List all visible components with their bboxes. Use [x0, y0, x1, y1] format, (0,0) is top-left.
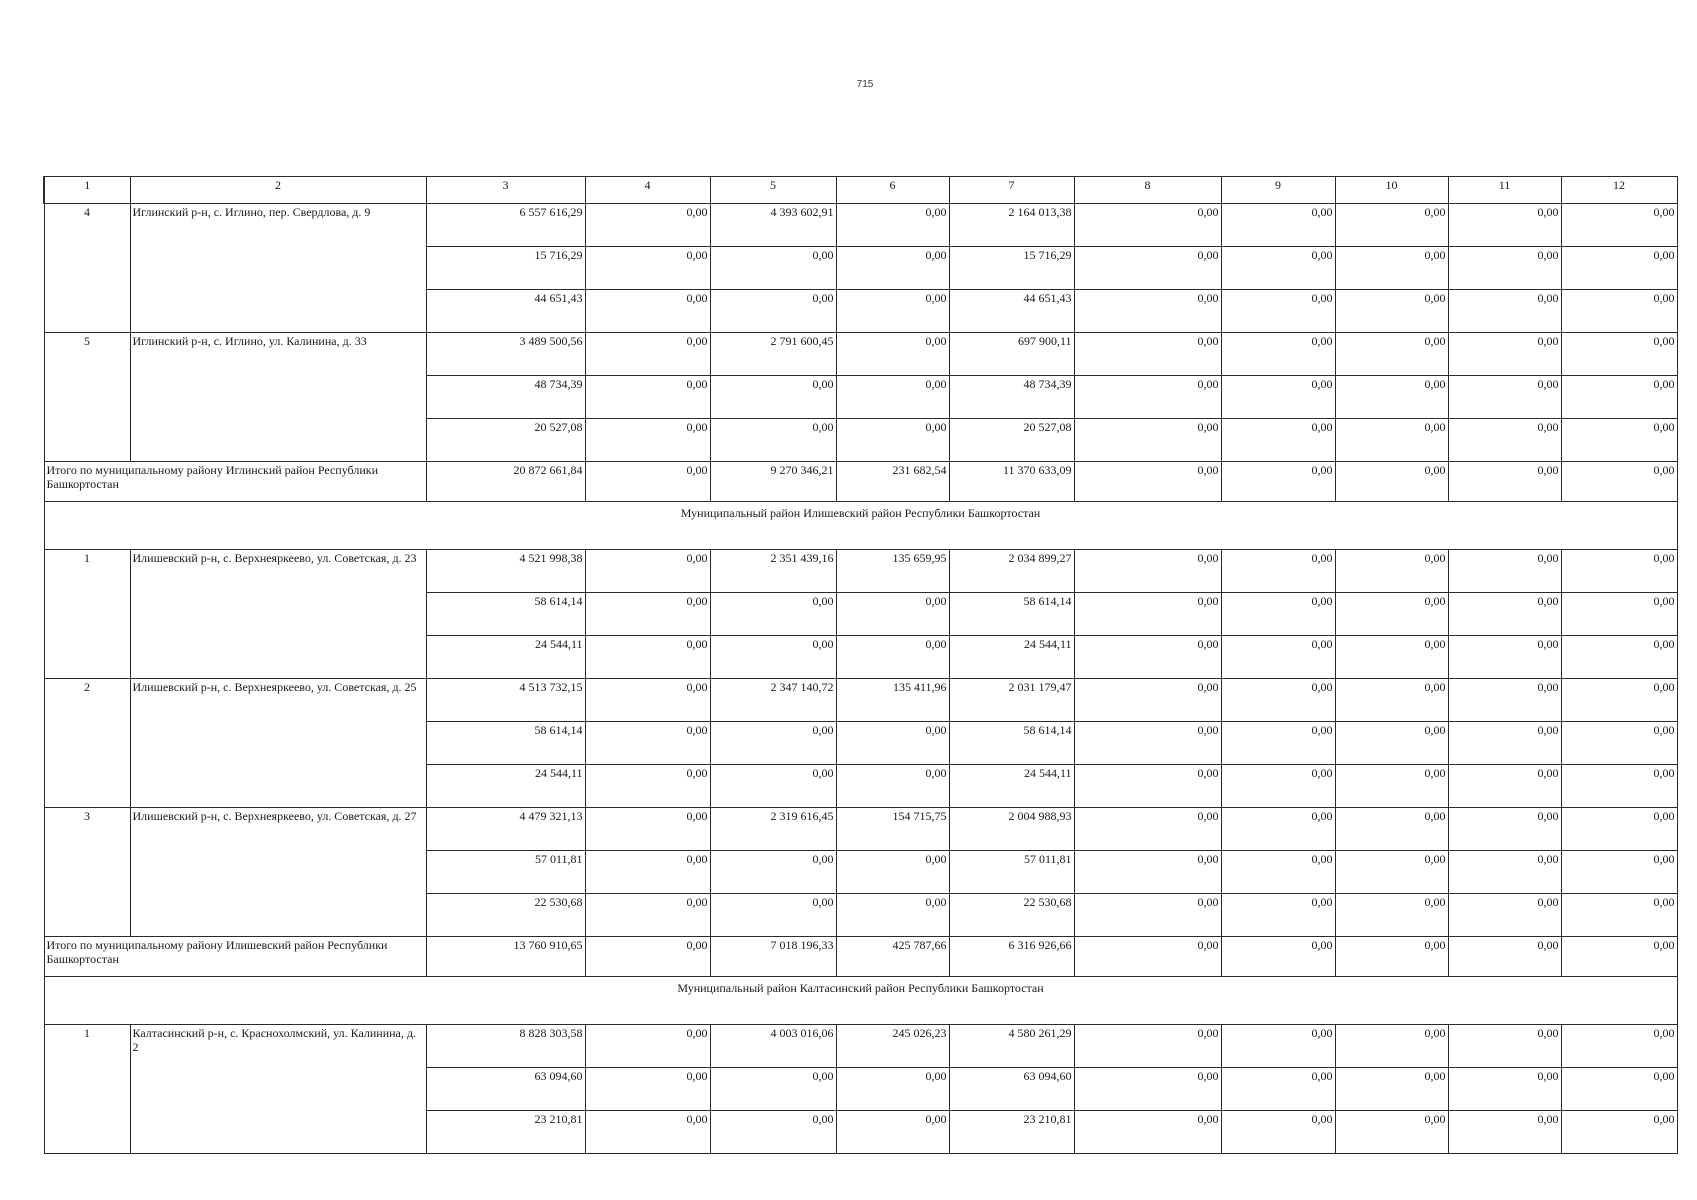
value-cell: 0,00 [1448, 593, 1561, 636]
value-cell: 0,00 [1221, 1068, 1335, 1111]
total-label: Итого по муниципальному району Иглинский район Республики Башкортостан [44, 462, 426, 502]
value-cell: 135 659,95 [836, 550, 949, 593]
column-header: 5 [710, 177, 836, 204]
district-header-row [44, 977, 1677, 1025]
value-cell: 0,00 [1074, 765, 1221, 808]
column-header: 1 [44, 177, 130, 204]
value-cell: 24 544,11 [949, 636, 1074, 679]
value-cell: 0,00 [585, 550, 710, 593]
value-cell: 0,00 [1335, 204, 1448, 247]
value-cell: 0,00 [1448, 679, 1561, 722]
object-address: Калтасинский р-н, с. Краснохолмский, ул. Калинина, д. 2 [130, 1025, 426, 1154]
value-cell: 0,00 [1561, 851, 1677, 894]
value-cell: 6 557 616,29 [426, 204, 585, 247]
value-cell: 0,00 [1074, 1111, 1221, 1154]
total-value-cell: 9 270 346,21 [710, 462, 836, 502]
value-cell: 0,00 [1074, 851, 1221, 894]
total-value-cell: 11 370 633,09 [949, 462, 1074, 502]
value-cell: 2 791 600,45 [710, 333, 836, 376]
report-table [43, 176, 1678, 1154]
value-cell: 0,00 [1335, 722, 1448, 765]
value-cell: 135 411,96 [836, 679, 949, 722]
value-cell: 0,00 [1335, 765, 1448, 808]
value-cell: 48 734,39 [426, 376, 585, 419]
value-cell: 0,00 [710, 419, 836, 462]
value-cell: 0,00 [1221, 376, 1335, 419]
total-value-cell: 0,00 [1074, 462, 1221, 502]
value-cell: 15 716,29 [949, 247, 1074, 290]
value-cell: 0,00 [1561, 333, 1677, 376]
total-value-cell: 0,00 [1561, 937, 1677, 977]
value-cell: 0,00 [1561, 290, 1677, 333]
value-cell: 0,00 [1448, 808, 1561, 851]
district-title: Муниципальный район Калтасинский район Республики Башкортостан [44, 977, 1677, 1025]
total-value-cell: 6 316 926,66 [949, 937, 1074, 977]
value-cell: 0,00 [1335, 679, 1448, 722]
value-cell: 0,00 [585, 722, 710, 765]
total-value-cell: 0,00 [1221, 937, 1335, 977]
value-cell: 63 094,60 [949, 1068, 1074, 1111]
total-value-cell: 0,00 [1448, 937, 1561, 977]
value-cell: 0,00 [710, 636, 836, 679]
total-value-cell: 0,00 [1448, 462, 1561, 502]
table-row [44, 550, 1677, 593]
value-cell: 0,00 [1074, 376, 1221, 419]
value-cell: 0,00 [1074, 1025, 1221, 1068]
value-cell: 0,00 [836, 419, 949, 462]
value-cell: 4 580 261,29 [949, 1025, 1074, 1068]
value-cell: 0,00 [585, 894, 710, 937]
value-cell: 58 614,14 [426, 593, 585, 636]
value-cell: 0,00 [1074, 679, 1221, 722]
value-cell: 57 011,81 [426, 851, 585, 894]
page-number: 715 [856, 79, 874, 90]
value-cell: 0,00 [1561, 593, 1677, 636]
value-cell: 0,00 [1074, 247, 1221, 290]
value-cell: 0,00 [1074, 636, 1221, 679]
value-cell: 4 479 321,13 [426, 808, 585, 851]
value-cell: 0,00 [1074, 550, 1221, 593]
column-header: 10 [1335, 177, 1448, 204]
total-value-cell: 7 018 196,33 [710, 937, 836, 977]
value-cell: 0,00 [585, 765, 710, 808]
value-cell: 0,00 [1448, 376, 1561, 419]
value-cell: 0,00 [1074, 1068, 1221, 1111]
value-cell: 0,00 [1335, 376, 1448, 419]
value-cell: 0,00 [1221, 765, 1335, 808]
column-header: 12 [1561, 177, 1677, 204]
value-cell: 0,00 [1221, 247, 1335, 290]
value-cell: 0,00 [1221, 636, 1335, 679]
value-cell: 0,00 [836, 247, 949, 290]
column-header: 11 [1448, 177, 1561, 204]
column-header: 9 [1221, 177, 1335, 204]
value-cell: 24 544,11 [426, 636, 585, 679]
value-cell: 0,00 [1221, 593, 1335, 636]
value-cell: 0,00 [585, 204, 710, 247]
value-cell: 0,00 [1074, 419, 1221, 462]
object-address: Иглинский р-н, с. Иглино, пер. Свердлова, д. 9 [130, 204, 426, 333]
table-row [44, 333, 1677, 376]
value-cell: 0,00 [1448, 1068, 1561, 1111]
value-cell: 0,00 [1335, 1025, 1448, 1068]
value-cell: 57 011,81 [949, 851, 1074, 894]
value-cell: 0,00 [710, 247, 836, 290]
value-cell: 23 210,81 [426, 1111, 585, 1154]
total-value-cell: 20 872 661,84 [426, 462, 585, 502]
object-address: Иглинский р-н, с. Иглино, ул. Калинина, д. 33 [130, 333, 426, 462]
value-cell: 8 828 303,58 [426, 1025, 585, 1068]
value-cell: 2 004 988,93 [949, 808, 1074, 851]
value-cell: 0,00 [1221, 1111, 1335, 1154]
value-cell: 0,00 [1221, 290, 1335, 333]
value-cell: 0,00 [1561, 808, 1677, 851]
object-index: 1 [44, 1025, 130, 1154]
value-cell: 0,00 [1561, 765, 1677, 808]
value-cell: 23 210,81 [949, 1111, 1074, 1154]
value-cell: 0,00 [1561, 679, 1677, 722]
value-cell: 2 034 899,27 [949, 550, 1074, 593]
value-cell: 44 651,43 [426, 290, 585, 333]
value-cell: 3 489 500,56 [426, 333, 585, 376]
value-cell: 0,00 [836, 1111, 949, 1154]
value-cell: 4 513 732,15 [426, 679, 585, 722]
total-label: Итого по муниципальному району Илишевский район Республики Башкортостан [44, 937, 426, 977]
total-value-cell: 0,00 [1335, 462, 1448, 502]
value-cell: 0,00 [836, 765, 949, 808]
value-cell: 0,00 [585, 593, 710, 636]
value-cell: 2 319 616,45 [710, 808, 836, 851]
value-cell: 0,00 [710, 290, 836, 333]
value-cell: 0,00 [585, 1068, 710, 1111]
value-cell: 4 521 998,38 [426, 550, 585, 593]
value-cell: 15 716,29 [426, 247, 585, 290]
value-cell: 0,00 [836, 333, 949, 376]
value-cell: 20 527,08 [426, 419, 585, 462]
value-cell: 245 026,23 [836, 1025, 949, 1068]
value-cell: 22 530,68 [949, 894, 1074, 937]
value-cell: 0,00 [1448, 550, 1561, 593]
total-row [44, 937, 1677, 977]
value-cell: 0,00 [1221, 204, 1335, 247]
value-cell: 0,00 [1561, 247, 1677, 290]
value-cell: 0,00 [1335, 550, 1448, 593]
value-cell: 0,00 [836, 290, 949, 333]
value-cell: 0,00 [585, 290, 710, 333]
value-cell: 0,00 [1561, 1025, 1677, 1068]
value-cell: 0,00 [1221, 419, 1335, 462]
value-cell: 0,00 [585, 679, 710, 722]
value-cell: 0,00 [1221, 894, 1335, 937]
column-header-row [44, 177, 1677, 204]
value-cell: 0,00 [1448, 419, 1561, 462]
value-cell: 22 530,68 [426, 894, 585, 937]
value-cell: 24 544,11 [426, 765, 585, 808]
value-cell: 2 347 140,72 [710, 679, 836, 722]
value-cell: 58 614,14 [426, 722, 585, 765]
value-cell: 0,00 [1561, 550, 1677, 593]
value-cell: 63 094,60 [426, 1068, 585, 1111]
object-index: 5 [44, 333, 130, 462]
total-value-cell: 231 682,54 [836, 462, 949, 502]
value-cell: 0,00 [1561, 1111, 1677, 1154]
column-header: 2 [130, 177, 426, 204]
value-cell: 0,00 [585, 333, 710, 376]
value-cell: 0,00 [585, 1111, 710, 1154]
total-row [44, 462, 1677, 502]
value-cell: 0,00 [1074, 204, 1221, 247]
column-header: 7 [949, 177, 1074, 204]
value-cell: 0,00 [1335, 851, 1448, 894]
value-cell: 0,00 [1074, 808, 1221, 851]
table-row [44, 204, 1677, 247]
value-cell: 0,00 [1448, 894, 1561, 937]
total-value-cell: 0,00 [1335, 937, 1448, 977]
value-cell: 0,00 [585, 808, 710, 851]
value-cell: 2 031 179,47 [949, 679, 1074, 722]
value-cell: 0,00 [1221, 679, 1335, 722]
value-cell: 697 900,11 [949, 333, 1074, 376]
value-cell: 0,00 [710, 894, 836, 937]
table-row [44, 679, 1677, 722]
column-header: 8 [1074, 177, 1221, 204]
value-cell: 0,00 [1221, 333, 1335, 376]
value-cell: 0,00 [836, 204, 949, 247]
value-cell: 0,00 [585, 851, 710, 894]
value-cell: 0,00 [1221, 1025, 1335, 1068]
value-cell: 2 164 013,38 [949, 204, 1074, 247]
value-cell: 0,00 [710, 1068, 836, 1111]
value-cell: 0,00 [1335, 593, 1448, 636]
value-cell: 0,00 [585, 419, 710, 462]
object-index: 4 [44, 204, 130, 333]
value-cell: 0,00 [710, 722, 836, 765]
value-cell: 0,00 [1561, 636, 1677, 679]
value-cell: 48 734,39 [949, 376, 1074, 419]
value-cell: 154 715,75 [836, 808, 949, 851]
total-value-cell: 0,00 [1221, 462, 1335, 502]
total-value-cell: 0,00 [585, 462, 710, 502]
value-cell: 0,00 [1335, 636, 1448, 679]
object-address: Илишевский р-н, с. Верхнеяркеево, ул. Советская, д. 25 [130, 679, 426, 808]
value-cell: 0,00 [1448, 204, 1561, 247]
total-value-cell: 0,00 [585, 937, 710, 977]
value-cell: 0,00 [1074, 722, 1221, 765]
value-cell: 0,00 [1074, 333, 1221, 376]
object-address: Илишевский р-н, с. Верхнеяркеево, ул. Советская, д. 27 [130, 808, 426, 937]
value-cell: 2 351 439,16 [710, 550, 836, 593]
value-cell: 0,00 [1448, 765, 1561, 808]
column-header: 6 [836, 177, 949, 204]
value-cell: 0,00 [1335, 1111, 1448, 1154]
value-cell: 0,00 [1074, 290, 1221, 333]
value-cell: 0,00 [585, 636, 710, 679]
value-cell: 0,00 [1221, 550, 1335, 593]
value-cell: 0,00 [1561, 376, 1677, 419]
value-cell: 0,00 [836, 376, 949, 419]
total-value-cell: 0,00 [1074, 937, 1221, 977]
value-cell: 0,00 [1335, 333, 1448, 376]
object-address: Илишевский р-н, с. Верхнеяркеево, ул. Советская, д. 23 [130, 550, 426, 679]
district-header-row [44, 502, 1677, 550]
object-index: 1 [44, 550, 130, 679]
value-cell: 0,00 [1561, 204, 1677, 247]
value-cell: 0,00 [836, 1068, 949, 1111]
value-cell: 0,00 [1448, 1111, 1561, 1154]
value-cell: 0,00 [1448, 1025, 1561, 1068]
value-cell: 0,00 [1448, 636, 1561, 679]
value-cell: 0,00 [1448, 851, 1561, 894]
value-cell: 0,00 [710, 765, 836, 808]
value-cell: 0,00 [585, 247, 710, 290]
value-cell: 0,00 [1561, 419, 1677, 462]
value-cell: 0,00 [1561, 1068, 1677, 1111]
value-cell: 0,00 [836, 593, 949, 636]
value-cell: 0,00 [585, 376, 710, 419]
table-row [44, 1025, 1677, 1068]
value-cell: 0,00 [1335, 894, 1448, 937]
value-cell: 0,00 [1448, 333, 1561, 376]
value-cell: 0,00 [1561, 722, 1677, 765]
value-cell: 0,00 [1335, 290, 1448, 333]
value-cell: 0,00 [1221, 851, 1335, 894]
column-header: 4 [585, 177, 710, 204]
value-cell: 44 651,43 [949, 290, 1074, 333]
total-value-cell: 0,00 [1561, 462, 1677, 502]
object-index: 3 [44, 808, 130, 937]
value-cell: 0,00 [1448, 722, 1561, 765]
value-cell: 0,00 [836, 722, 949, 765]
value-cell: 0,00 [1448, 247, 1561, 290]
value-cell: 58 614,14 [949, 722, 1074, 765]
table-row [44, 808, 1677, 851]
value-cell: 0,00 [1074, 593, 1221, 636]
value-cell: 4 003 016,06 [710, 1025, 836, 1068]
value-cell: 0,00 [1448, 290, 1561, 333]
value-cell: 0,00 [1335, 419, 1448, 462]
value-cell: 20 527,08 [949, 419, 1074, 462]
column-header: 3 [426, 177, 585, 204]
value-cell: 0,00 [710, 1111, 836, 1154]
value-cell: 0,00 [710, 593, 836, 636]
total-value-cell: 13 760 910,65 [426, 937, 585, 977]
value-cell: 0,00 [1221, 808, 1335, 851]
value-cell: 0,00 [1335, 808, 1448, 851]
district-title: Муниципальный район Илишевский район Республики Башкортостан [44, 502, 1677, 550]
value-cell: 4 393 602,91 [710, 204, 836, 247]
value-cell: 0,00 [710, 376, 836, 419]
value-cell: 0,00 [836, 851, 949, 894]
total-value-cell: 425 787,66 [836, 937, 949, 977]
object-index: 2 [44, 679, 130, 808]
value-cell: 0,00 [710, 851, 836, 894]
value-cell: 24 544,11 [949, 765, 1074, 808]
value-cell: 0,00 [836, 894, 949, 937]
value-cell: 0,00 [1335, 247, 1448, 290]
value-cell: 0,00 [1074, 894, 1221, 937]
value-cell: 0,00 [836, 636, 949, 679]
value-cell: 58 614,14 [949, 593, 1074, 636]
value-cell: 0,00 [1335, 1068, 1448, 1111]
value-cell: 0,00 [1221, 722, 1335, 765]
value-cell: 0,00 [585, 1025, 710, 1068]
value-cell: 0,00 [1561, 894, 1677, 937]
